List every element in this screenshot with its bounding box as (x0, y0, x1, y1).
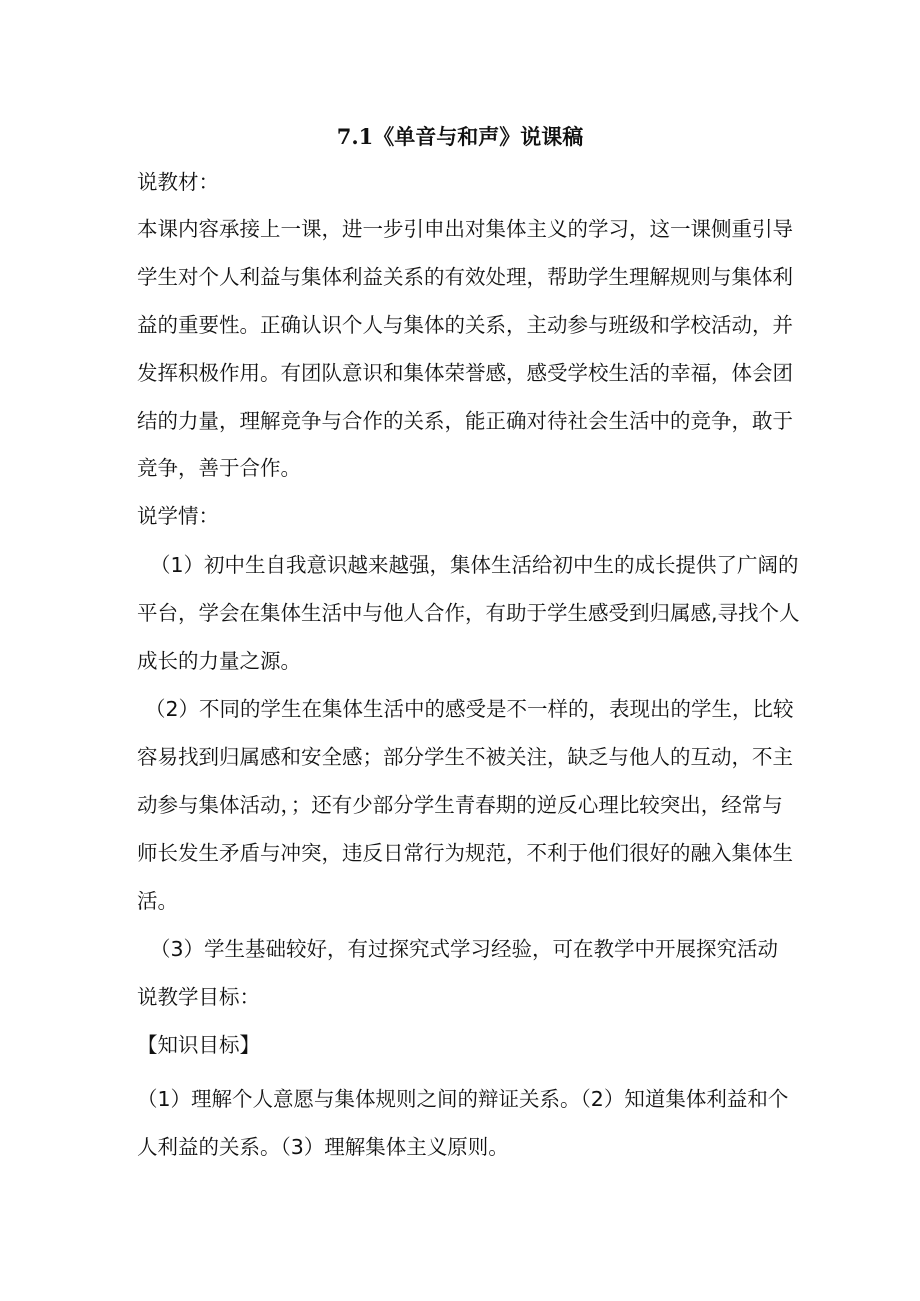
student-item-1-line: 成长的力量之源。 (137, 649, 301, 673)
document-title: 7.1《单音与和声》说课稿 (336, 124, 584, 149)
section-heading-students: 说学情： (137, 504, 219, 528)
student-item-1-line: 平台，学会在集体生活中与他人合作，有助于学生感受到归属感,寻找个人 (137, 601, 800, 625)
student-item-2-line: 动参与集体活动，；还有少部分学生青春期的逆反心理比较突出，经常与 (137, 793, 783, 817)
paragraph-line: 益的重要性。正确认识个人与集体的关系，主动参与班级和学校活动，并 (137, 313, 793, 337)
student-item-3-line: （3）学生基础较好，有过探究式学习经验，可在教学中开展探究活动 (150, 937, 779, 961)
student-item-2-line: 师长发生矛盾与冲突，违反日常行为规范，不利于他们很好的融入集体生 (137, 841, 793, 865)
paragraph-line: 结的力量，理解竞争与合作的关系，能正确对待社会生活中的竞争，敢于 (137, 409, 793, 433)
paragraph-line: 竞争，善于合作。 (137, 456, 301, 480)
student-item-2-line: （2）不同的学生在集体生活中的感受是不一样的，表现出的学生，比较 (145, 697, 794, 721)
knowledge-goal-heading: 【知识目标】 (137, 1033, 260, 1057)
student-item-2-line: 容易找到归属感和安全感；部分学生不被关注，缺乏与他人的互动，不主 (137, 745, 793, 769)
section-heading-textbook: 说教材： (137, 170, 219, 194)
student-item-1-line: （1）初中生自我意识越来越强，集体生活给初中生的成长提供了广阔的 (150, 553, 799, 577)
paragraph-line: 本课内容承接上一课，进一步引申出对集体主义的学习，这一课侧重引导 (137, 217, 793, 241)
section-heading-goals: 说教学目标： (137, 985, 260, 1009)
paragraph-line: 发挥积极作用。有团队意识和集体荣誉感，感受学校生活的幸福，体会团 (137, 361, 793, 385)
paragraph-line: 学生对个人利益与集体利益关系的有效处理，帮助学生理解规则与集体利 (137, 265, 793, 289)
student-item-2-line: 活。 (137, 889, 178, 913)
knowledge-goal-line: （1）理解个人意愿与集体规则之间的辩证关系。（2）知道集体利益和个 (137, 1087, 789, 1111)
knowledge-goal-line: 人利益的关系。（3）理解集体主义原则。 (137, 1135, 509, 1159)
